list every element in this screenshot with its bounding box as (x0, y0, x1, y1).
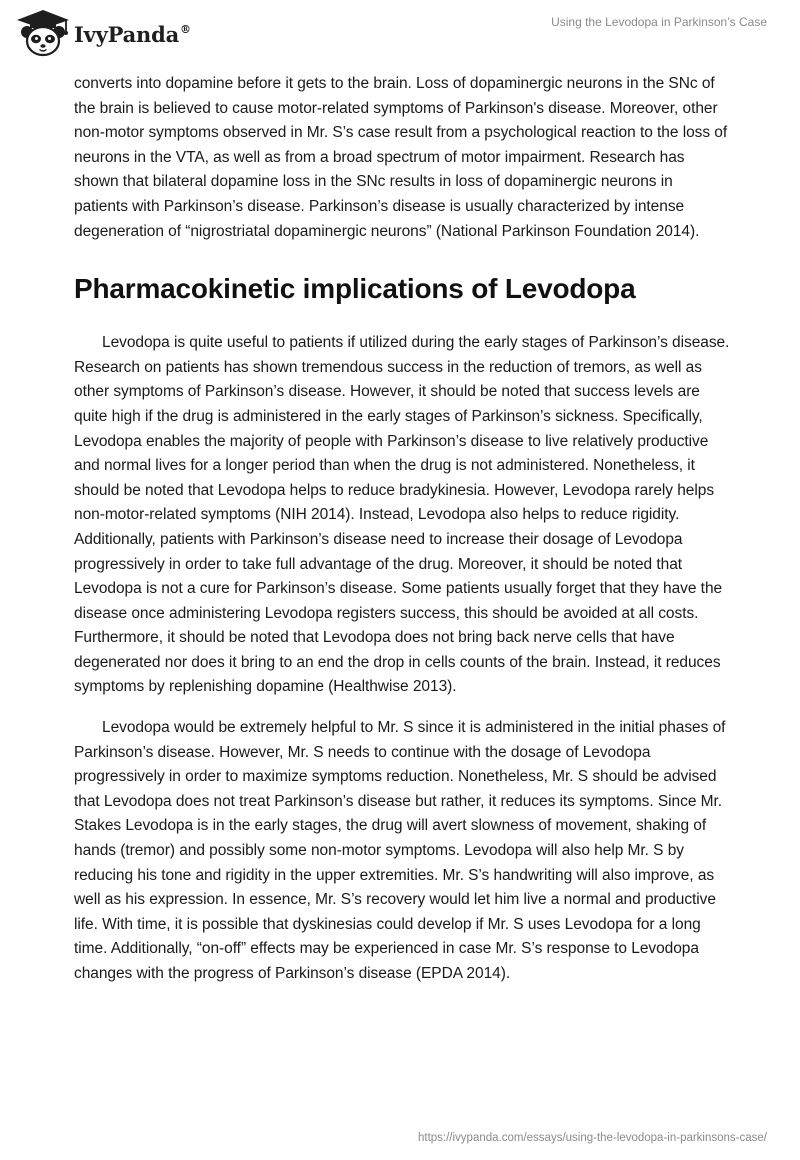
page-header (0, 0, 800, 64)
panda-graduate-icon (14, 8, 72, 58)
body-paragraph-1: Levodopa is quite useful to patients if utilized during the early stages of Parkinson’s disease. Research on patients has shown tremendous success in the reduction of tremors, as well as other symptoms of Parkinson’s disease. However, it should be noted that success levels are quite high if the drug is administered in the early stages of Parkinson’s sickness. Specifically, Levodopa enables the majority of people with Parkinson’s disease to live relatively productive and normal lives for a longer period than when the drug is not administered. Nonetheless, it should be noted that Levodopa helps to reduce bradykinesia. However, Levodopa rarely helps non-motor-related symptoms (NIH 2014). Instead, Levodopa also helps to reduce rigidity. Additionally, patients with Parkinson’s disease need to increase their dosage of Levodopa progressively in order to take full advantage of the drug. Moreover, it should be noted that Levodopa is not a cure for Parkinson’s disease. Some patients usually forget that they have the disease once administering Levodopa registers success, this should be avoided at all costs. Furthermore, it should be noted that Levodopa does not bring back nerve cells that have degenerated nor does it bring to an end the drop in cells counts of the brain. Instead, it reduces symptoms by replenishing dopamine (Healthwise 2013). (74, 334, 730, 696)
intro-paragraph: converts into dopamine before it gets to the brain. Loss of dopaminergic neurons in the SNc of the brain is believed to cause motor-related symptoms of Parkinson's disease. Moreover, other non-motor symptoms observed in Mr. S’s case result from a psychological reaction to the loss of neurons in the VTA, as well as from a broad spectrum of motor impairment. Research has shown that bilateral dopamine loss in the SNc results in loss of dopaminergic neurons in patients with Parkinson’s disease. Parkinson’s disease is usually characterized by intense degeneration of “nigrostriatal dopaminergic neurons” (National Parkinson Foundation 2014). (74, 75, 728, 240)
ivypanda-logo[interactable] (14, 8, 191, 58)
running-title: Using the Levodopa in Parkinson’s Case (551, 15, 767, 29)
section-heading: Pharmacokinetic implications of Levodopa (74, 273, 636, 305)
logo-wordmark: IvyPanda® (74, 21, 191, 47)
body-paragraph-2: Levodopa would be extremely helpful to Mr. S since it is administered in the initial phases of Parkinson’s disease. However, Mr. S needs to continue with the dosage of Levodopa progressively in order to maximize symptoms reduction. Nonetheless, Mr. S should be advised that Levodopa does not treat Parkinson’s disease but rather, it reduces its symptoms. Since Mr. Stakes Levodopa is in the early stages, the drug will avert slowness of movement, shaking of hands (tremor) and possibly some non-motor symptoms. Levodopa will also help Mr. S by reducing his tone and rigidity in the upper extremities. Mr. S’s handwriting will also improve, as well as his expression. In essence, Mr. S’s recovery would let him live a normal and productive life. With time, it is possible that dyskinesias could develop if Mr. S uses Levodopa for a long time. Additionally, “on-off” effects may be experienced in case Mr. S’s response to Levodopa changes with the progress of Parkinson’s disease (EPDA 2014). (74, 719, 726, 982)
source-url[interactable]: https://ivypanda.com/essays/using-the-levodopa-in-parkinsons-case/ (417, 1132, 767, 1144)
essay-content (74, 72, 730, 987)
